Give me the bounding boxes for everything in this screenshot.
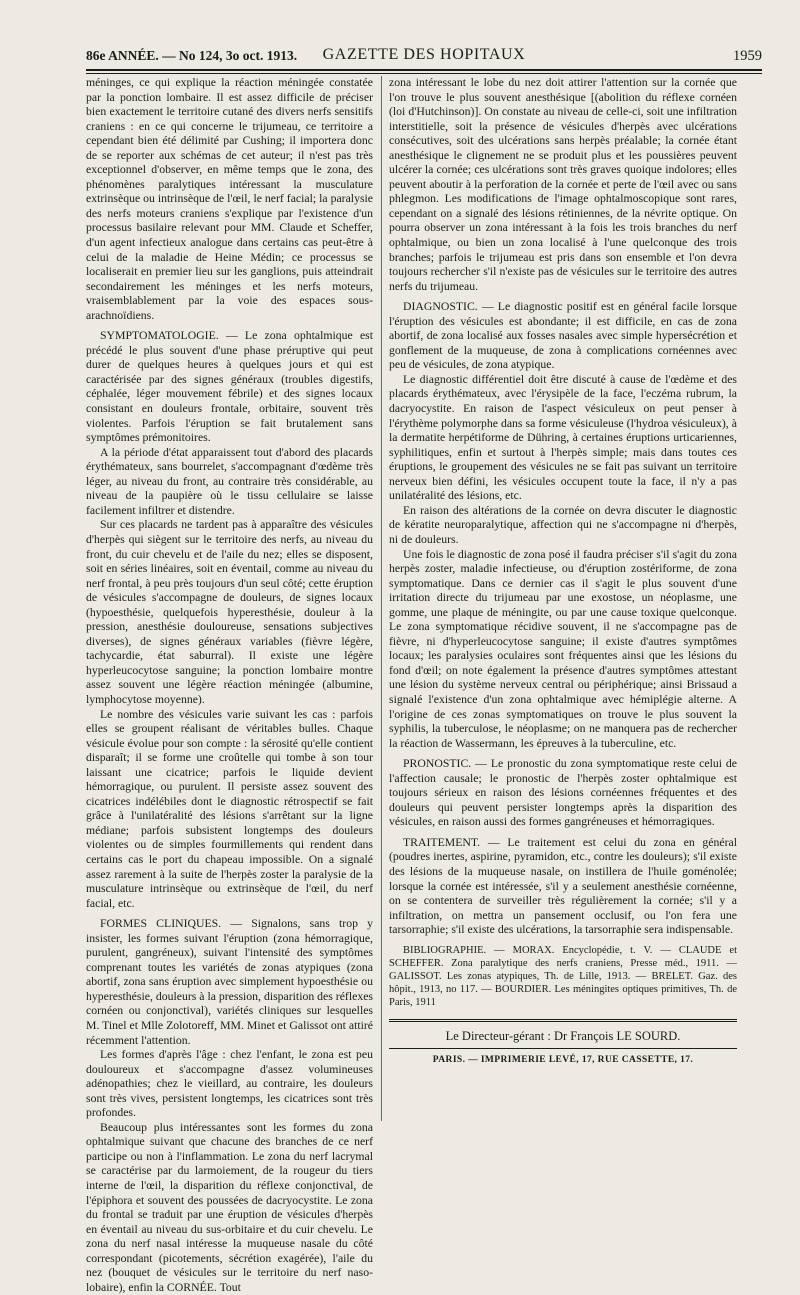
paragraph: Sur ces placards ne tardent pas à apparaître des vésicules d'herpès qui siègent sur le territoire des nerfs, au niveau du front, du cuir chevelu et de l'aile du nez; elles se disposent, soit en séries linéaires, soit en éventail, comme au niveau du nerf frontal, à peu près toujours d'un seul côté; cette éruption de vésicules s'accompagne de douleurs, de signes locaux (hypoesthésie, quelquefois hyperesthésie, douleur à la pression, anesthésie douloureuse, sensations subjectives diverses), de signes généraux variables (fièvre légère, tachycardie, état saburral). Il existe une légère hyperleucocytose sanguine; la ponction lombaire montre assez souvent une légère réaction méningée (albumine, lymphocytose moyenne). — [86, 518, 373, 706]
paragraph-formes-cliniques: FORMES CLINIQUES. — Signalons, sans trop y insister, les formes suivant l'éruption (zona hémorragique, purulent, gangréneux), suivant l'intensité des symptômes comprenant toutes les variétés de zonas atypiques (zona abortif, zona sans éruption avec simplement hypoesthésie ou hyperesthésie, douleurs à la pression, disparition des réflexes cornéen ou conjonctival), variétés cliniques sur lesquelles M. Tinel et Mlle Zolotoreff, MM. Minet et Galissot ont attiré récemment l'attention. — [86, 917, 373, 1047]
paragraph: Le nombre des vésicules varie suivant les cas : parfois elles se groupent réalisant de véritables bulles. Chaque vésicule évolue pour son compte : la sérosité qu'elle contient disparaît; il se forme une croûtelle qui tombe à son tour laissant une cicatrice; parfois le liquide devient hémorragique, ou purulent. Il persiste assez souvent des cicatrices indélébiles dont le diagnostic rétrospectif se fait grâce à l'unilatéralité des lésions s'arrêtant sur la ligne médiane; parfois subsistent longtemps des douleurs violentes ou de simples fourmillements qui rendent dans certains cas le port du chapeau impossible. On a signalé assez rarement à la suite de l'herpès zoster la paralysie de la musculature intrinsèque ou extrinsèque de l'œil, du nerf facial, etc. — [86, 707, 373, 910]
paragraph-diagnostic: DIAGNOSTIC. — Le diagnostic positif est en général facile lorsque l'éruption des vésicules est abondante; il est difficile, en cas de zona abortif, de zona localisé aux fosses nasales avec simple hypersécrétion et gonflement de la muqueuse, de zona à complications cornéennes avec peu de vésicules, de zona atypique. — [389, 300, 737, 372]
paragraph: Les formes d'après l'âge : chez l'enfant, le zona est peu douloureux et s'accompagne d'assez volumineuses adénopathies; chez le vieillard, au contraire, les douleurs sont très vives, persistent longtemps, les cicatrices sont très profondes. — [86, 1048, 373, 1120]
header-rule-thin — [86, 73, 762, 74]
bibliography: BIBLIOGRAPHIE. — MORAX. Encyclopédie, t. V. — CLAUDE et SCHEFFER. Zona paralytique des nerfs craniens, Presse méd., 1911. — GALISSOT. Les zonas atypiques, Th. de Lille, 1913. — BRELET. Gaz. des hôpit., 1913, no 117. — BOURDIER. Les méningites optiques primitives, Th. de Paris, 1911 — [389, 944, 737, 1008]
issue-info: 86e ANNÉE. — No 124, 3o oct. 1913. — [86, 48, 298, 63]
director-signature: Le Directeur-gérant : Dr François LE SOURD. — [389, 1019, 737, 1044]
paragraph: Le diagnostic différentiel doit être discuté à cause de l'œdème et des placards érythémateux, avec l'érysipèle de la face, l'eczéma rubrum, la dacryocystite. En raison de l'aspect vésiculeux on peut penser à l'érythème polymorphe dans sa forme vésiculeuse (l'hydroa vésiculeux), à la dermatite herpétiforme de Dühring, à certaines éruptions urticariennes, syphilitiques, enfin et surtout à l'herpès simple; mais dans toutes ces éruptions, le groupement des vésicules ne se fait pas suivant un territoire nerveux bien défini, les vésicules occupent toute la face, il n'y a pas unilatéralité des lésions, etc. — [389, 372, 737, 503]
paragraph-pronostic: PRONOSTIC. — Le pronostic du zona symptomatique reste celui de l'affection causale; le pronostic de l'herpès zoster ophtalmique est toujours sérieux en raison des lésions cornéennes fréquentes et des douleurs qui peuvent persister longtemps après la disparition des vésicules, en raison aussi des formes gangréneuses et hémorragiques. — [389, 757, 737, 829]
paragraph-traitement: TRAITEMENT. — Le traitement est celui du zona en général (poudres inertes, aspirine, pyramidon, etc., contre les douleurs); s'il existe des lésions de la muqueuse nasale, on instillera de l'huile goménolée; lorsque la cornée est intéressée, s'il y a seulement anesthésie cornéenne, on se contentera de surveiller très régulièrement la cornée; s'il y a infiltration, on mettra un pansement occlusif, ou l'on fera une tarsorraphie; s'il existe des ulcérations, la tarsorraphie sera indispensable. — [389, 835, 737, 937]
paragraph: A la période d'état apparaissent tout d'abord des placards érythémateux, sans bourrelet, s'accompagnant d'œdème très léger, au niveau du front, au contraire très considérable, au niveau de la paupière où le tissu cellulaire se laisse facilement infiltrer et distendre. — [86, 445, 373, 517]
paragraph: En raison des altérations de la cornée on devra discuter le diagnostic de kératite neuroparalytique, affection qui ne s'accompagne ni d'herpès, ni de douleurs. — [389, 503, 737, 546]
paragraph: méninges, ce qui explique la réaction méningée constatée par la ponction lombaire. Il est assez difficile de préciser bien exactement le territoire cutané des divers nerfs sensitifs craniens : en ce qui concerne le trijumeau, ce territoire a cependant bien été délimité par Cushing; il importera donc de se reporter aux schémas de cet auteur; il n'est pas très exceptionnel d'observer, en même temps que le zona, des phénomènes paralytiques intéressant la musculature extrinsèque ou intrinsèque de l'œil, le nerf facial; la paralysie des nerfs moteurs craniens s'explique par l'existence d'un processus basilaire relevant pour MM. Claude et Scheffer, d'un agent infectieux analogue dans certains cas peut-être à celui de la maladie de Heine Médin; ce processus se localiserait en premier lieu sur les ganglions, puis atteindrait secondairement les méninges et les nerfs moteurs, vraisemblablement par la voie des espaces sous-arachnoïdiens. — [86, 76, 373, 322]
column-divider — [381, 76, 382, 1121]
right-column — [389, 76, 737, 1068]
printer-imprint: PARIS. — IMPRIMERIE LEVÉ, 17, RUE CASSETTE, 17. — [389, 1048, 737, 1068]
paragraph: zona intéressant le lobe du nez doit attirer l'attention sur la cornée que l'on trouve le plus souvent anesthésique [(abolition du réflexe cornéen (loi d'Hutchinson)]. On constate au niveau de celle-ci, soit une infiltration interstitielle, soit la présence de vésicules d'herpès avec ulcérations consécutives, soit des ulcérations sans herpès préalable; la cornée étant anesthésique le clignement ne se produit plus et les poussières peuvent ulcérer la cornée; ces ulcérations sont très graves quoique indolores; elles peuvent aboutir à la perforation de la cornée et perte de l'œil avec ou sans phlegmon. Les modifications de l'image ophtalmoscopique sont rares, cependant on a signalé des lésions rétiniennes, de la névrite optique. On pourra observer un zona intéressant à la fois les trois branches du nerf ophtalmique, ou bien un zona localisé à l'une quelconque des trois branches; parfois le trijumeau est pris dans son ensemble et l'on devra toujours rechercher s'il n'existe pas de vésicules sur le territoire des autres nerfs du trijumeau. — [389, 76, 737, 293]
paragraph: Une fois le diagnostic de zona posé il faudra préciser s'il s'agit du zona herpès zoster, maladie infectieuse, ou d'éruption zostériforme, de zona symptomatique. Dans ce dernier cas il s'agit le plus souvent d'une irritation directe du trijumeau par une exostose, un néoplasme, une gomme, une plaque de méningite, ou par une cause toxique quelconque. Le zona symptomatique récidive souvent, il ne s'accompagne pas de fièvre, ni d'hyperleucocytose sanguine; il existe d'autres symptômes locaux; les paralysies oculaires sont fréquentes ainsi que les lésions du fond d'œil; on note également la présence d'autres symptômes attestant une lésion du système nerveux central ou périphérique; ainsi Brissaud a signalé l'existence d'un zona ophtalmique avec hémiplégie alterne. A l'origine de ces zonas symptomatiques on trouve le plus souvent la syphilis, la tuberculose, le néoplasme; on ne manquera pas de rechercher la réaction de Wassermann, les épreuves à la tuberculine, etc. — [389, 547, 737, 750]
paragraph: Beaucoup plus intéressantes sont les formes du zona ophtalmique suivant que chacune des branches de ce nerf participe ou non à l'inflammation. Le zona du nerf lacrymal se caractérise par du larmoiement, de la rougeur du tiers interne de l'œil, la disparition du réflexe conjonctival, de l'épiphora et souvent des poussées de dacryocystite. Le zona du frontal se traduit par une éruption de vésicules d'herpès en éventail au niveau du sus-orbitaire et du cuir chevelu. Le zona du nerf nasal intéresse la muqueuse nasale du côté correspondant (picotements, sécrétion exagérée), l'aile du nez (bouquet de vésicules sur le territoire du nerf naso-lobaire), enfin la CORNÉE. Tout — [86, 1120, 373, 1294]
page-header — [86, 44, 762, 68]
paragraph-symptomatologie: SYMPTOMATOLOGIE. — Le zona ophtalmique est précédé le plus souvent d'une phase préruptive qui peut durer de quelques heures à quelques jours et qui est caractérisée par des signes généraux (troubles digestifs, céphalée, léger mouvement fébrile) et des signes locaux consistant en douleurs frontale, orbitaire, souvent très violentes. Parfois l'éruption se fait brutalement sans symptômes prémonitoires. — [86, 329, 373, 445]
journal-title: GAZETTE DES HOPITAUX — [322, 46, 526, 63]
header-rule — [86, 69, 762, 71]
page-number: 1959 — [733, 48, 762, 64]
left-column — [86, 76, 373, 1295]
